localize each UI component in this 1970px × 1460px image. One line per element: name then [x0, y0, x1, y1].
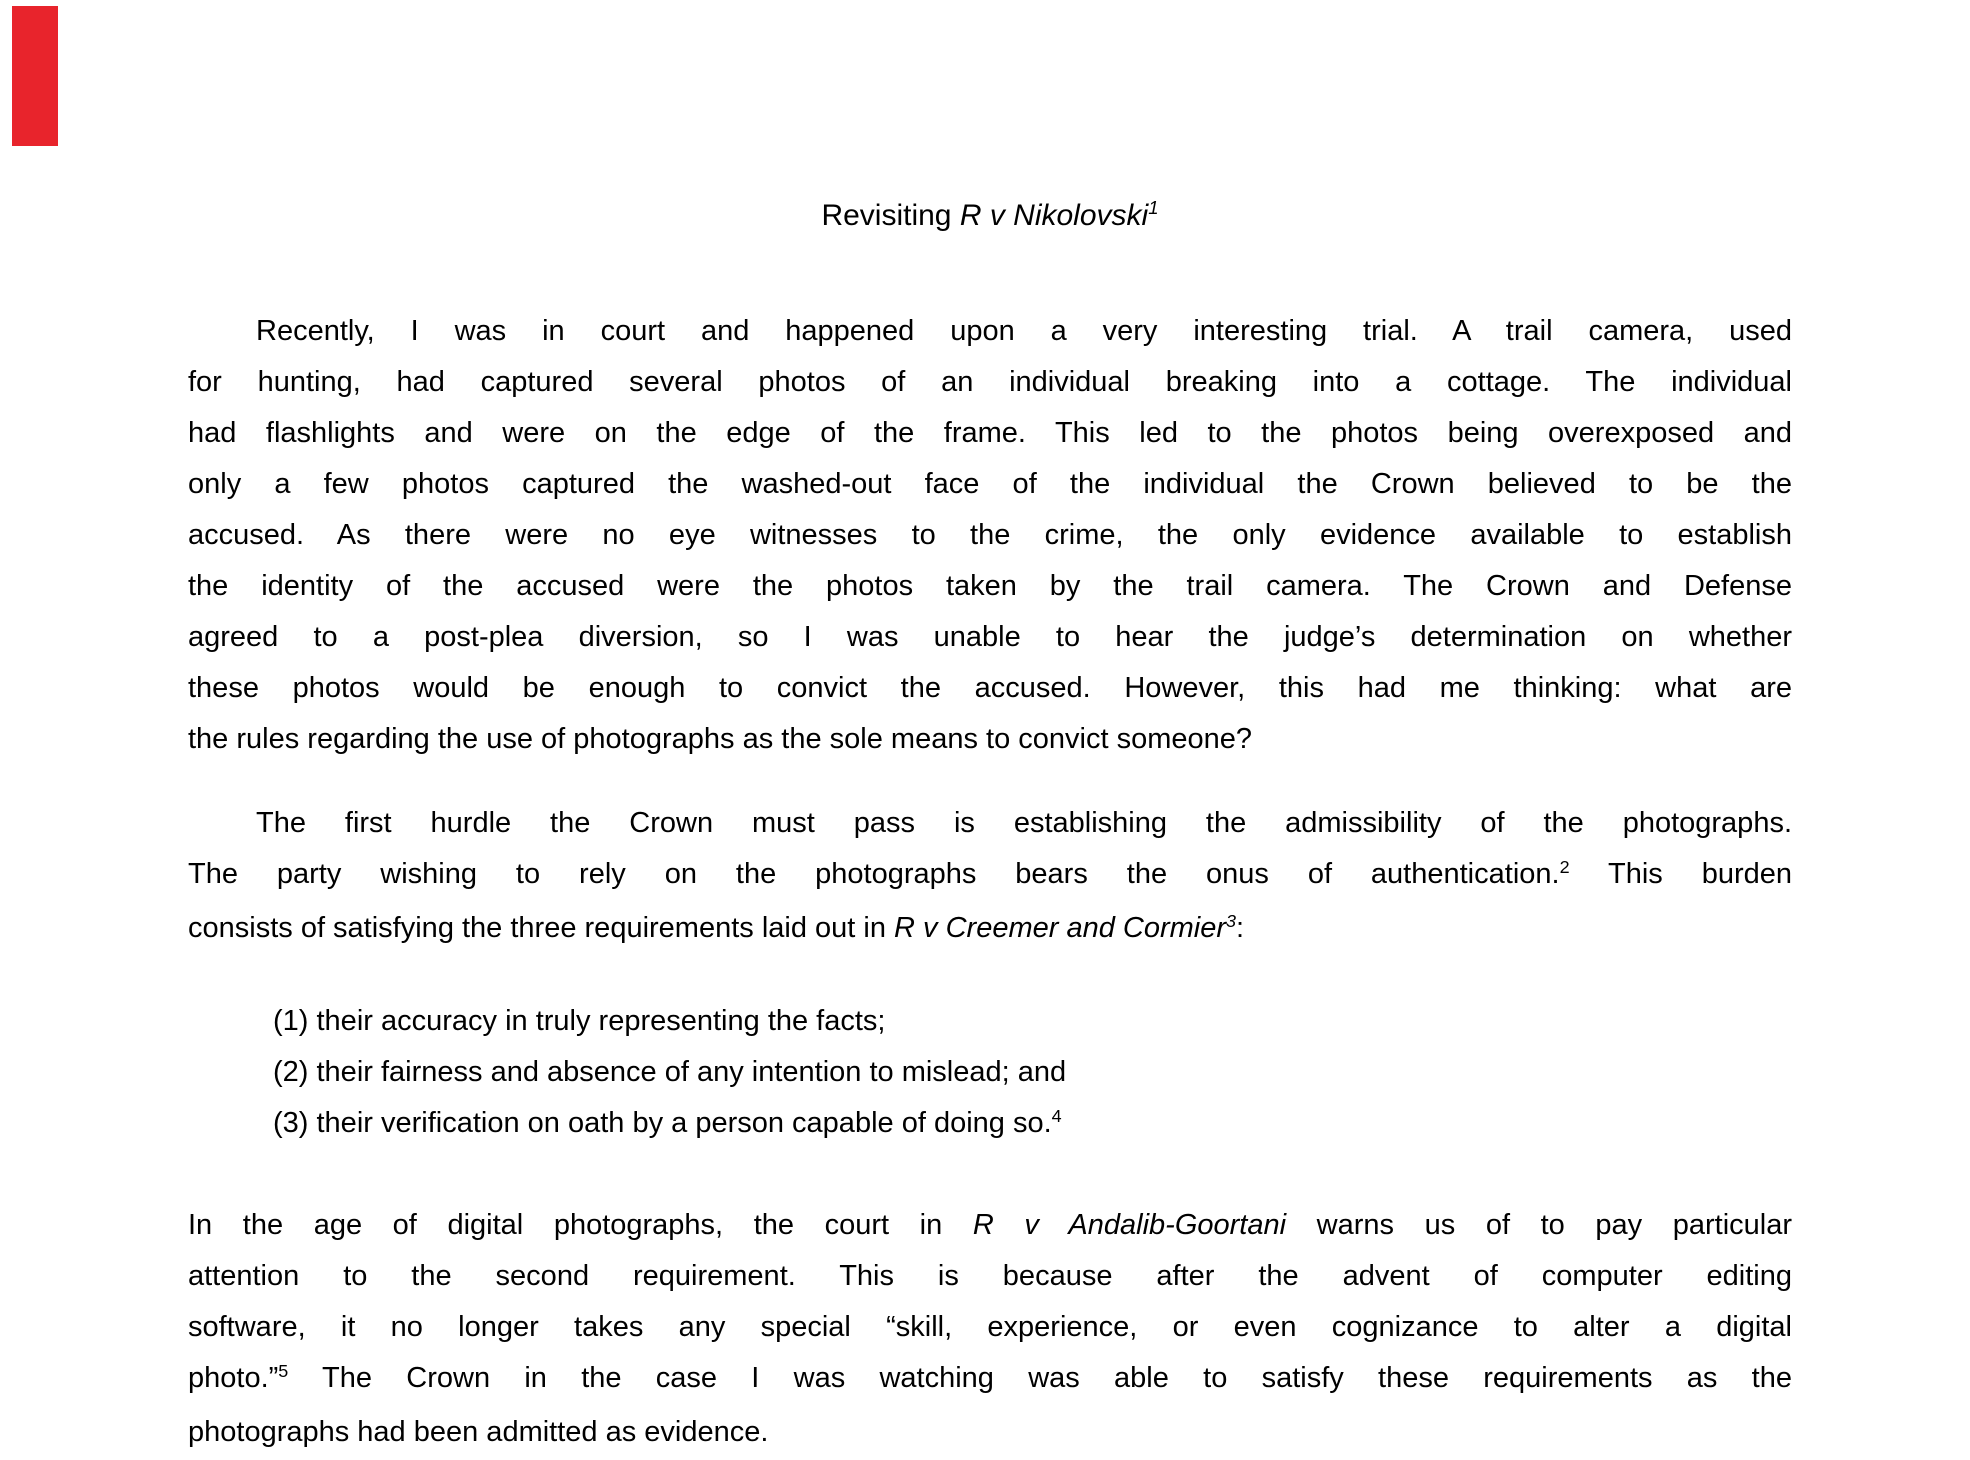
text-line [188, 1047, 1792, 1098]
text-segment: these photos would be enough to convict the accused. However, this had me thinking: what are [188, 672, 1792, 704]
text-segment: warns us of to pay particular [1286, 1209, 1793, 1241]
text-segment: attention to the second requirement. This is because after the advent of computer editing [188, 1260, 1792, 1292]
text-segment: (2) their fairness and absence of any intention to mislead; and [273, 1056, 1067, 1088]
text-line [188, 408, 1792, 459]
footnote-reference: 3 [1226, 910, 1237, 931]
text-segment: photographs had been admitted as evidence. [188, 1416, 769, 1448]
text-line [188, 1302, 1792, 1353]
text-line [188, 612, 1792, 663]
admissibility-paragraph [188, 798, 1792, 957]
text-line [188, 510, 1792, 561]
text-line [188, 849, 1792, 903]
text-line [188, 561, 1792, 612]
document-content [188, 0, 1792, 1458]
text-segment: R v Andalib-Goortani [972, 1209, 1287, 1241]
text-line [188, 903, 1792, 957]
text-segment: R v Nikolovski [959, 199, 1149, 232]
digital-photos-paragraph [188, 1200, 1792, 1458]
text-line [188, 1200, 1792, 1251]
text-segment: (3) their verification on oath by a person capable of doing so. [273, 1107, 1052, 1139]
footnote-reference: 1 [1148, 197, 1159, 219]
text-segment: the rules regarding the use of photographs as the sole means to convict someone? [188, 723, 1252, 755]
text-segment: for hunting, had captured several photos of an individual breaking into a cottage. The individual [188, 366, 1792, 398]
document-title [188, 190, 1792, 244]
text-line [188, 306, 1792, 357]
text-segment: had flashlights and were on the edge of the frame. This led to the photos being overexposed and [188, 417, 1792, 449]
text-line [188, 663, 1792, 714]
text-segment: The first hurdle the Crown must pass is establishing the admissibility of the photographs. [256, 807, 1792, 839]
text-line [188, 996, 1792, 1047]
text-segment: photo.” [188, 1362, 279, 1394]
text-segment: This burden [1569, 858, 1792, 890]
text-segment: only a few photos captured the washed-out face of the individual the Crown believed to be the [188, 468, 1792, 500]
text-line [188, 1353, 1792, 1407]
text-segment: R v Creemer and Cormier [894, 912, 1227, 944]
intro-paragraph [188, 306, 1792, 765]
text-segment: The party wishing to rely on the photographs bears the onus of authentication. [188, 858, 1560, 890]
text-line [188, 459, 1792, 510]
footnote-reference: 2 [1559, 856, 1570, 877]
text-segment: : [1236, 912, 1245, 944]
text-line [188, 1251, 1792, 1302]
text-segment: Recently, I was in court and happened upon a very interesting trial. A trail camera, used [256, 315, 1792, 347]
text-segment: the identity of the accused were the photos taken by the trail camera. The Crown and Defense [188, 570, 1792, 602]
footnote-reference: 5 [278, 1360, 289, 1381]
text-line [188, 714, 1792, 765]
text-segment: accused. As there were no eye witnesses to the crime, the only evidence available to establish [188, 519, 1792, 551]
text-line [188, 798, 1792, 849]
text-line [188, 1407, 1792, 1458]
footnote-reference: 4 [1051, 1105, 1062, 1126]
text-segment: The Crown in the case I was watching was able to satisfy these requirements as the [288, 1362, 1792, 1394]
text-segment: consists of satisfying the three requirements laid out in [188, 912, 895, 944]
red-marker [12, 6, 58, 146]
text-segment: Revisiting [821, 199, 960, 232]
text-line [188, 357, 1792, 408]
text-segment: agreed to a post-plea diversion, so I was unable to hear the judge’s determination on whether [188, 621, 1792, 653]
text-line [188, 1098, 1792, 1152]
text-segment: (1) their accuracy in truly representing the facts; [273, 1005, 886, 1037]
document-body [188, 306, 1792, 1458]
text-segment: software, it no longer takes any special “skill, experience, or even cognizance to alter a digital [188, 1311, 1792, 1343]
requirements-list [188, 996, 1792, 1152]
text-segment: In the age of digital photographs, the court in [188, 1209, 973, 1241]
